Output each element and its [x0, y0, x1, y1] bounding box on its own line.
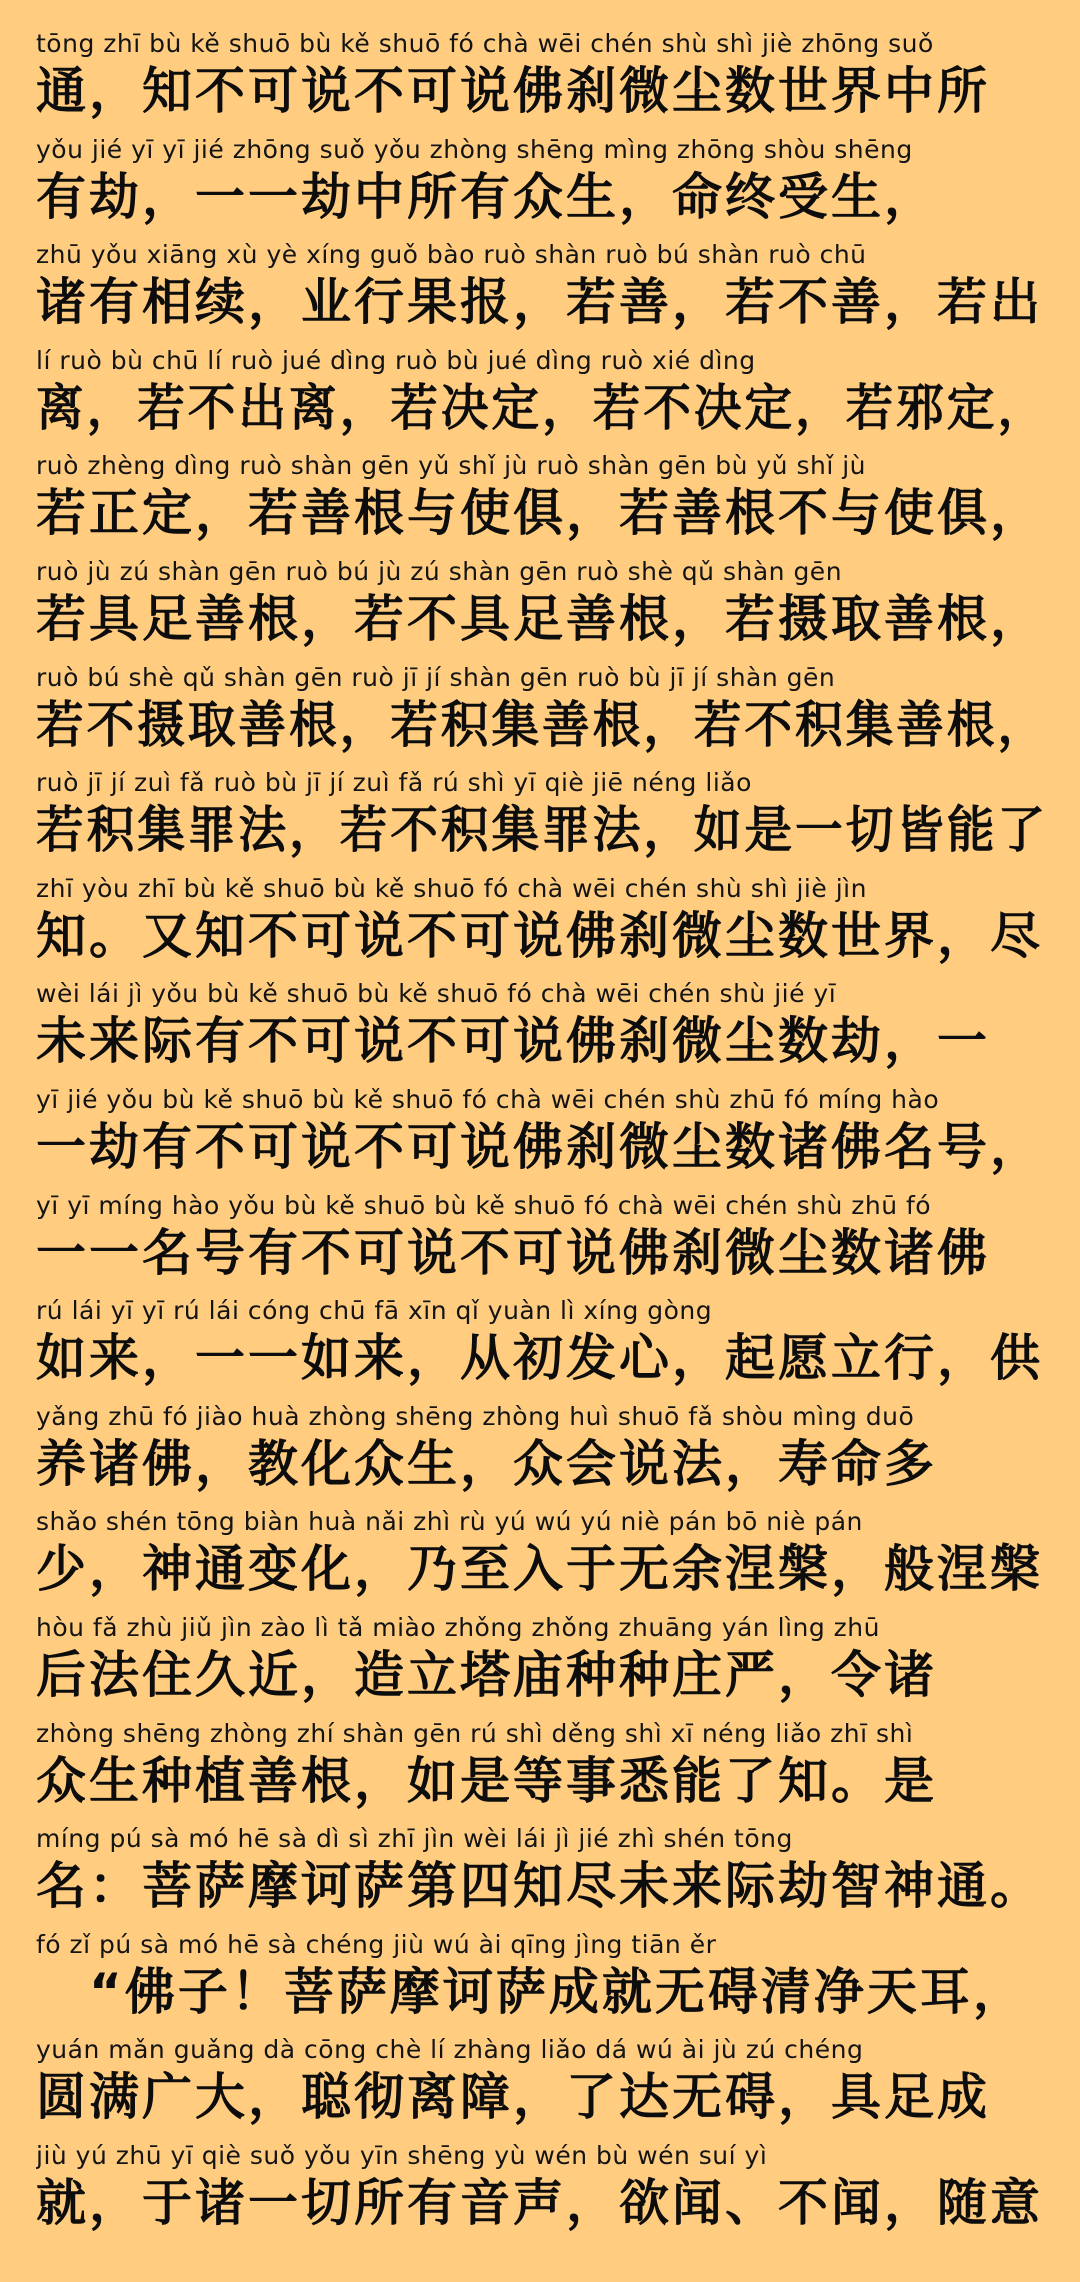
text-line — [36, 1823, 1048, 1929]
hanzi-row: 知。又知不可说不可说佛刹微尘数世界，尽 — [36, 906, 1043, 965]
text-line — [36, 1084, 1048, 1190]
pinyin-row: zhī yòu zhī bù kě shuō bù kě shuō fó chà wēi chén shù shì jiè jìn — [36, 873, 867, 903]
pinyin-row: míng pú sà mó hē sà dì sì zhī jìn wèi lái jì jié zhì shén tōng — [36, 1824, 793, 1854]
pinyin-row: ruò jù zú shàn gēn ruò bú jù zú shàn gēn ruò shè qǔ shàn gēn — [36, 556, 843, 586]
pinyin-row: ruò bú shè qǔ shàn gēn ruò jī jí shàn gēn ruò bù jī jí shàn gēn — [36, 662, 836, 692]
hanzi-row: 众生种植善根，如是等事悉能了知。是 — [36, 1751, 937, 1810]
text-line — [36, 1401, 1048, 1507]
pinyin-row: jiù yú zhū yī qiè suǒ yǒu yīn shēng yù wén bù wén suí yì — [36, 2140, 768, 2170]
hanzi-row: 后法住久近，造立塔庙种种庄严，令诸 — [36, 1645, 937, 1704]
text-line — [36, 978, 1048, 1084]
hanzi-row: 若具足善根，若不具足善根，若摄取善根， — [36, 589, 1043, 648]
text-line — [36, 556, 1048, 662]
pinyin-row: yī yī míng hào yǒu bù kě shuō bù kě shuō fó chà wēi chén shù zhū fó — [36, 1190, 932, 1220]
text-line — [36, 1612, 1048, 1718]
pinyin-row: ruò zhèng dìng ruò shàn gēn yǔ shǐ jù ruò shàn gēn bù yǔ shǐ jù — [36, 451, 867, 481]
text-line — [36, 1506, 1048, 1612]
text-line — [36, 345, 1048, 451]
pinyin-row: yǒu jié yī yī jié zhōng suǒ yǒu zhòng shēng mìng zhōng shòu shēng — [36, 134, 913, 164]
hanzi-row: 未来际有不可说不可说佛刹微尘数劫，一 — [36, 1012, 990, 1071]
text-line — [36, 767, 1048, 873]
pinyin-row: ruò jī jí zuì fǎ ruò bù jī jí zuì fǎ rú shì yī qiè jiē néng liǎo — [36, 768, 752, 798]
text-line — [36, 1929, 1048, 2035]
text-line — [36, 134, 1048, 240]
hanzi-row: 一劫有不可说不可说佛刹微尘数诸佛名号， — [36, 1117, 1043, 1176]
text-line — [36, 1295, 1048, 1401]
text-line — [36, 239, 1048, 345]
pinyin-row: zhòng shēng zhòng zhí shàn gēn rú shì děng shì xī néng liǎo zhī shì — [36, 1718, 914, 1748]
text-line — [36, 662, 1048, 768]
hanzi-row: 通，知不可说不可说佛刹微尘数世界中所 — [36, 62, 990, 120]
pinyin-row: yuán mǎn guǎng dà cōng chè lí zhàng liǎo dá wú ài jù zú chéng — [36, 2035, 864, 2065]
pinyin-row: hòu fǎ zhù jiǔ jìn zào lì tǎ miào zhǒng zhǒng zhuāng yán lìng zhū — [36, 1612, 880, 1642]
pinyin-row: wèi lái jì yǒu bù kě shuō bù kě shuō fó chà wēi chén shù jié yī — [36, 979, 837, 1009]
hanzi-row: 就，于诸一切所有音声，欲闻、不闻，随意 — [36, 2173, 1043, 2232]
hanzi-row: 有劫，一一劫中所有众生，命终受生， — [36, 167, 937, 226]
hanzi-row: 若正定，若善根与使俱，若善根不与使俱， — [36, 484, 1043, 543]
hanzi-row: 若积集罪法，若不积集罪法，如是一切皆能了 — [36, 801, 1048, 860]
text-line — [36, 2034, 1048, 2140]
hanzi-row: 养诸佛，教化众生，众会说法，寿命多 — [36, 1434, 937, 1493]
hanzi-row: 如来，一一如来，从初发心，起愿立行，供 — [36, 1329, 1043, 1388]
text-line — [36, 450, 1048, 556]
text-line — [36, 873, 1048, 979]
pinyin-row: lí ruò bù chū lí ruò jué dìng ruò bù jué dìng ruò xié dìng — [36, 345, 756, 375]
pinyin-row: yī jié yǒu bù kě shuō bù kě shuō fó chà wēi chén shù zhū fó míng hào — [36, 1084, 940, 1114]
hanzi-row: 一一名号有不可说不可说佛刹微尘数诸佛 — [36, 1223, 990, 1282]
pinyin-row: fó zǐ pú sà mó hē sà chéng jiù wú ài qīng jìng tiān ěr — [36, 1929, 717, 1959]
hanzi-row: 圆满广大，聪彻离障，了达无碍，具足成 — [36, 2068, 990, 2127]
pinyin-row: rú lái yī yī rú lái cóng chū fā xīn qǐ yuàn lì xíng gòng — [36, 1296, 713, 1326]
hanzi-row: “佛子！菩萨摩诃萨成就无碍清净天耳， — [36, 1962, 1026, 2021]
text-line — [36, 2140, 1048, 2246]
hanzi-row: 少，神通变化，乃至入于无余涅槃，般涅槃 — [36, 1540, 1043, 1599]
pinyin-row: zhū yǒu xiāng xù yè xíng guǒ bào ruò shàn ruò bú shàn ruò chū — [36, 240, 867, 270]
hanzi-row: 名：菩萨摩诃萨第四知尽未来际劫智神通。 — [36, 1857, 1043, 1916]
hanzi-row: 若不摄取善根，若积集善根，若不积集善根， — [36, 695, 1048, 754]
pinyin-row: shǎo shén tōng biàn huà nǎi zhì rù yú wú yú niè pán bō niè pán — [36, 1507, 863, 1537]
text-line — [36, 28, 1048, 134]
hanzi-row: 离，若不出离，若决定，若不决定，若邪定， — [36, 378, 1048, 437]
pinyin-row: tōng zhī bù kě shuō bù kě shuō fó chà wēi chén shù shì jiè zhōng suǒ — [36, 29, 934, 58]
text-line — [36, 1190, 1048, 1296]
text-line — [36, 1718, 1048, 1824]
pinyin-row: yǎng zhū fó jiào huà zhòng shēng zhòng huì shuō fǎ shòu mìng duō — [36, 1401, 915, 1431]
hanzi-row: 诸有相续，业行果报，若善，若不善，若出 — [36, 273, 1043, 332]
